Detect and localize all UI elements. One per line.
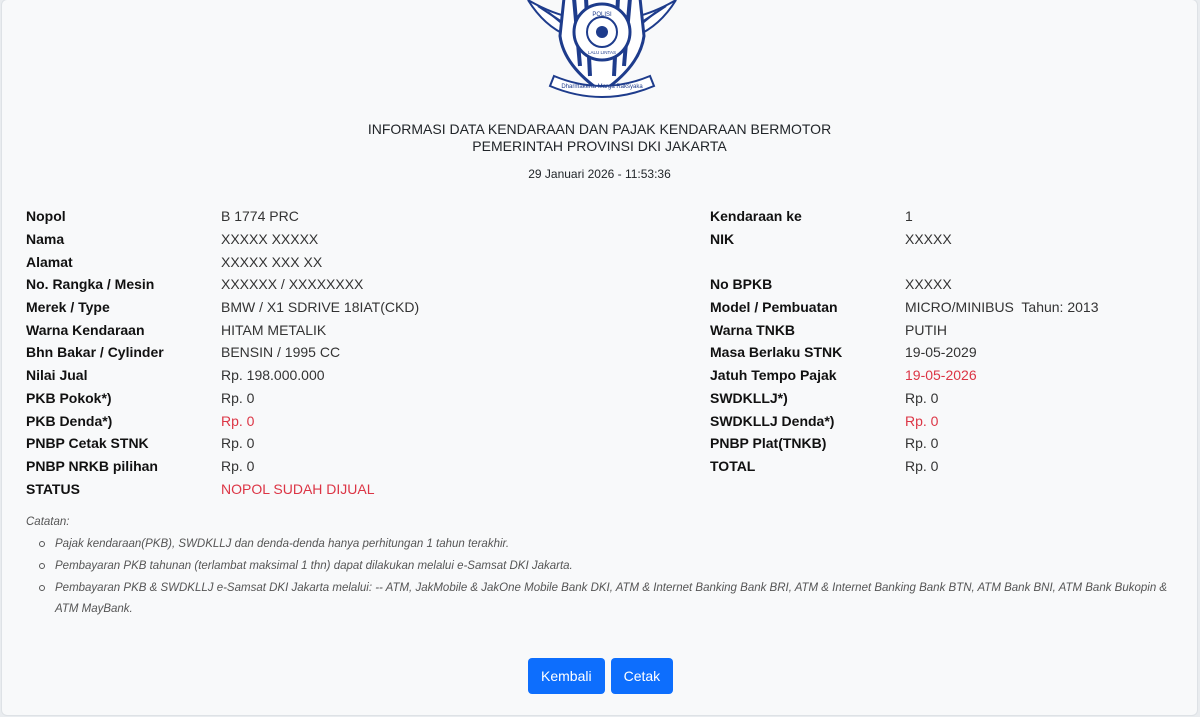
row-rangka-mesin bbox=[26, 273, 419, 296]
merek-type-value: BMW / X1 SDRIVE 18IAT(CKD) bbox=[221, 299, 420, 316]
swdkllj-denda-label: SWDKLLJ Denda*) bbox=[710, 412, 835, 429]
row-bahan-bakar bbox=[26, 341, 419, 364]
status-label: STATUS bbox=[26, 480, 80, 497]
row-pnbp-plat bbox=[710, 432, 1098, 455]
row-pkb-denda bbox=[26, 409, 419, 432]
nik-value: XXXXX bbox=[905, 231, 952, 248]
row-merek-type bbox=[26, 296, 419, 319]
nilai-jual-value: Rp. 198.000.000 bbox=[221, 367, 325, 384]
warna-tnkb-value: PUTIH bbox=[905, 321, 947, 338]
row-no-bpkb bbox=[710, 273, 1098, 296]
pkb-denda-value: Rp. 0 bbox=[221, 412, 255, 429]
timestamp: 29 Januari 2026 - 11:53:36 bbox=[528, 167, 671, 181]
pnbp-nrkb-label: PNBP NRKB pilihan bbox=[26, 457, 158, 474]
row-pkb-pokok bbox=[26, 387, 419, 410]
row-total bbox=[710, 455, 1098, 478]
rangka-mesin-label: No. Rangka / Mesin bbox=[26, 276, 155, 293]
row-warna-tnkb bbox=[710, 318, 1098, 341]
note-item: Pajak kendaraan(PKB), SWDKLLJ dan denda-denda hanya perhitungan 1 tahun terakhir. bbox=[55, 534, 1186, 555]
row-warna bbox=[26, 318, 419, 341]
masa-berlaku-stnk-value: 19-05-2029 bbox=[905, 344, 977, 361]
nama-value: XXXXX XXXXX bbox=[221, 231, 319, 248]
print-button[interactable]: Cetak bbox=[611, 658, 674, 694]
alamat-label: Alamat bbox=[26, 253, 73, 270]
pkb-pokok-label: PKB Pokok*) bbox=[26, 389, 112, 406]
polantas-emblem-logo bbox=[524, 0, 680, 104]
alamat-value: XXXXX XXX XX bbox=[221, 253, 323, 270]
row-pnbp-cetak-stnk bbox=[26, 432, 419, 455]
kendaraan-ke-label: Kendaraan ke bbox=[710, 208, 802, 225]
info-card bbox=[1, 0, 1198, 716]
nama-label: Nama bbox=[26, 231, 65, 248]
jatuh-tempo-value: 19-05-2026 bbox=[905, 367, 977, 384]
pnbp-nrkb-value: Rp. 0 bbox=[221, 457, 255, 474]
row-nama bbox=[26, 228, 419, 251]
vehicle-info-left bbox=[26, 205, 419, 500]
row-swdkllj-denda bbox=[710, 409, 1098, 432]
pnbp-plat-value: Rp. 0 bbox=[905, 435, 939, 452]
notes-section bbox=[26, 516, 1186, 621]
logo-top-text: POLISI bbox=[592, 12, 612, 18]
row-nilai-jual bbox=[26, 364, 419, 387]
notes-list bbox=[26, 534, 1186, 620]
nopol-value: B 1774 PRC bbox=[221, 208, 299, 225]
pkb-denda-label: PKB Denda*) bbox=[26, 412, 113, 429]
warna-label: Warna Kendaraan bbox=[26, 321, 145, 338]
jatuh-tempo-label: Jatuh Tempo Pajak bbox=[710, 367, 837, 384]
page-title: INFORMASI DATA KENDARAAN DAN PAJAK KENDARAAN BERMOTOR bbox=[367, 121, 832, 137]
nopol-label: Nopol bbox=[26, 208, 66, 225]
back-button[interactable]: Kembali bbox=[528, 658, 605, 694]
swdkllj-denda-value: Rp. 0 bbox=[905, 412, 939, 429]
warna-tnkb-label: Warna TNKB bbox=[710, 321, 796, 338]
total-label: TOTAL bbox=[710, 457, 756, 474]
model-pembuatan-value: MICRO/MINIBUS Tahun: 2013 bbox=[905, 299, 1099, 316]
row-pnbp-nrkb bbox=[26, 455, 419, 478]
nilai-jual-label: Nilai Jual bbox=[26, 367, 88, 384]
pkb-pokok-value: Rp. 0 bbox=[221, 389, 255, 406]
pnbp-plat-label: PNBP Plat(TNKB) bbox=[710, 435, 827, 452]
row-masa-berlaku-stnk bbox=[710, 341, 1098, 364]
action-buttons bbox=[528, 658, 673, 694]
row-nopol bbox=[26, 205, 419, 228]
nik-label: NIK bbox=[710, 231, 735, 248]
pnbp-cetak-stnk-value: Rp. 0 bbox=[221, 435, 255, 452]
bahan-bakar-label: Bhn Bakar / Cylinder bbox=[26, 344, 164, 361]
kendaraan-ke-value: 1 bbox=[905, 208, 913, 225]
warna-value: HITAM METALIK bbox=[221, 321, 327, 338]
no-bpkb-label: No BPKB bbox=[710, 276, 773, 293]
logo-ribbon-text: Dharmakerta Marga Raksyaka bbox=[561, 84, 643, 90]
swdkllj-value: Rp. 0 bbox=[905, 389, 939, 406]
row-kendaraan-ke bbox=[710, 205, 1098, 228]
row-jatuh-tempo bbox=[710, 364, 1098, 387]
row-empty bbox=[710, 250, 1098, 273]
notes-title: Catatan: bbox=[26, 516, 70, 528]
masa-berlaku-stnk-label: Masa Berlaku STNK bbox=[710, 344, 843, 361]
status-value: NOPOL SUDAH DIJUAL bbox=[221, 480, 375, 497]
bahan-bakar-value: BENSIN / 1995 CC bbox=[221, 344, 341, 361]
no-bpkb-value: XXXXX bbox=[905, 276, 952, 293]
row-model-pembuatan bbox=[710, 296, 1098, 319]
swdkllj-label: SWDKLLJ*) bbox=[710, 389, 788, 406]
row-alamat bbox=[26, 250, 419, 273]
row-nik bbox=[710, 228, 1098, 251]
pnbp-cetak-stnk-label: PNBP Cetak STNK bbox=[26, 435, 149, 452]
page-subtitle: PEMERINTAH PROVINSI DKI JAKARTA bbox=[472, 138, 727, 154]
merek-type-label: Merek / Type bbox=[26, 299, 110, 316]
total-value: Rp. 0 bbox=[905, 457, 939, 474]
row-swdkllj bbox=[710, 387, 1098, 410]
model-pembuatan-label: Model / Pembuatan bbox=[710, 299, 838, 316]
rangka-mesin-value: XXXXXX / XXXXXXXX bbox=[221, 276, 364, 293]
logo-inner-text: LALU LINTAS bbox=[588, 50, 616, 55]
note-item: Pembayaran PKB tahunan (terlambat maksimal 1 thn) dapat dilakukan melalui e-Samsat DKI Jakarta. bbox=[55, 556, 1186, 577]
vehicle-info-right bbox=[710, 205, 1098, 477]
note-item: Pembayaran PKB & SWDKLLJ e-Samsat DKI Jakarta melalui: -- ATM, JakMobile & JakOne Mobile Bank DKI, ATM & Internet Banking Bank BRI, ATM & Internet Banking Bank BTN, ATM Bank BNI, ATM Bank Bukopin & ATM MayBank. bbox=[55, 578, 1186, 620]
row-status bbox=[26, 477, 419, 500]
